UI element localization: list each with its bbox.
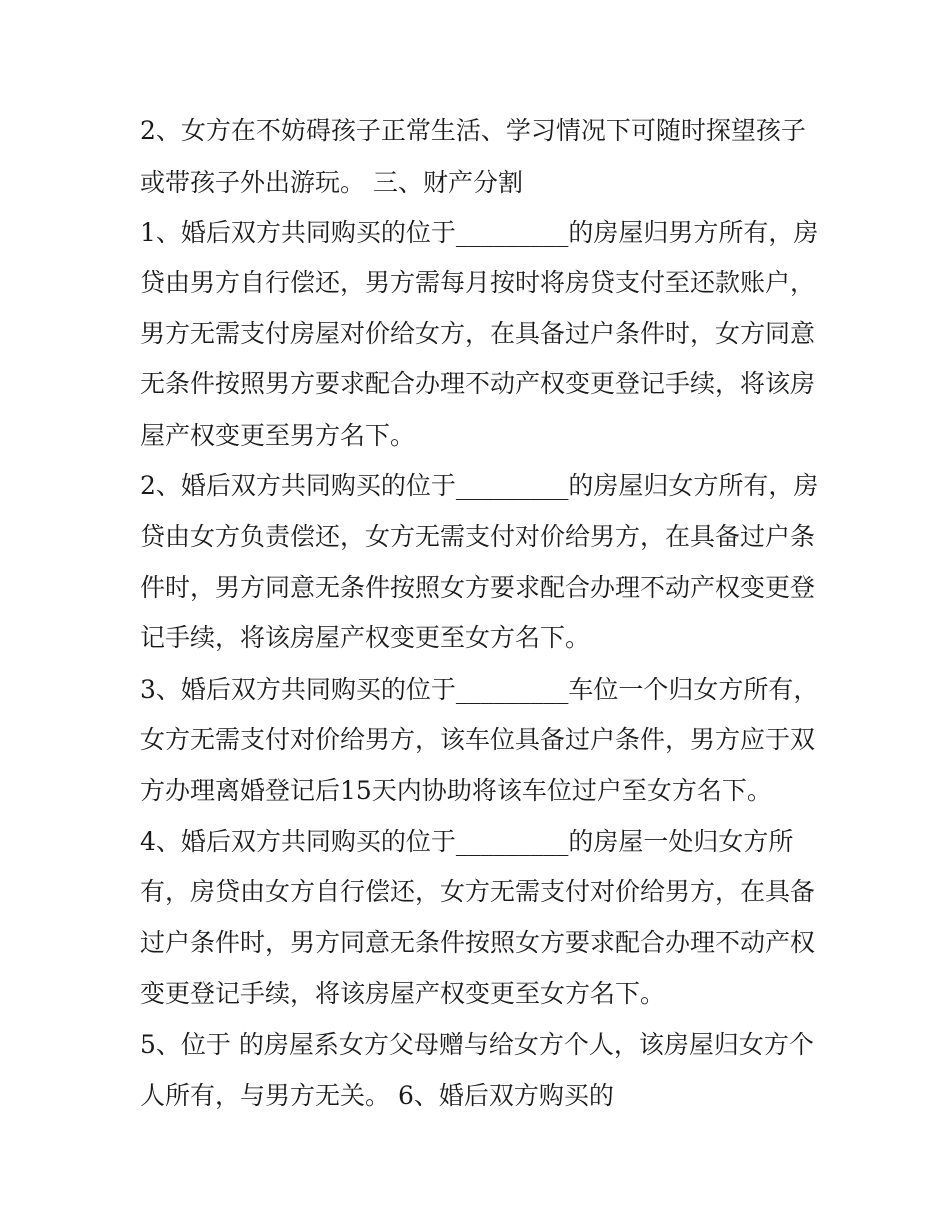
text-line: 贷由男方自行偿还，男方需每月按时将房贷支付至还款账户，: [140, 268, 816, 297]
text-line: 变更登记手续，将该房屋产权变更至女方名下。: [140, 979, 666, 1008]
text-line: 有，房贷由女方自行偿还，女方无需支付对价给男方，在具备: [140, 877, 816, 906]
text-line: 过户条件时，男方同意无条件按照女方要求配合办理不动产权: [140, 928, 816, 957]
text-line: 方办理离婚登记后15天内协助将该车位过户至女方名下。: [140, 776, 772, 805]
text-line: 男方无需支付房屋对价给女方，在具备过户条件时，女方同意: [140, 319, 816, 348]
text-line: 件时，男方同意无条件按照女方要求配合办理不动产权变更登: [140, 573, 816, 602]
text-line: 4、婚后双方共同购买的位于_________的房屋一处归女方所: [140, 827, 794, 856]
text-line: 屋产权变更至男方名下。: [140, 421, 416, 450]
text-line: 5、位于 的房屋系女方父母赠与给女方个人，该房屋归女方个: [140, 1030, 814, 1059]
text-line: 无条件按照男方要求配合办理不动产权变更登记手续，将该房: [140, 369, 816, 398]
text-line: 或带孩子外出游玩。 三、财产分割: [140, 168, 523, 197]
text-line: 贷由女方负责偿还，女方无需支付对价给男方，在具备过户条: [140, 522, 816, 551]
text-line: 1、婚后双方共同购买的位于_________的房屋归男方所有，房: [140, 218, 819, 247]
text-line: 3、婚后双方共同购买的位于_________车位一个归女方所有，: [140, 675, 819, 704]
text-line: 2、女方在不妨碍孩子正常生活、学习情况下可随时探望孩子: [140, 116, 806, 145]
text-line: 女方无需支付对价给男方，该车位具备过户条件，男方应于双: [140, 725, 816, 754]
text-line: 记手续，将该房屋产权变更至女方名下。: [140, 623, 591, 652]
text-line: 人所有，与男方无关。 6、婚后双方购买的: [140, 1081, 614, 1110]
text-line: 2、婚后双方共同购买的位于_________的房屋归女方所有，房: [140, 471, 819, 500]
